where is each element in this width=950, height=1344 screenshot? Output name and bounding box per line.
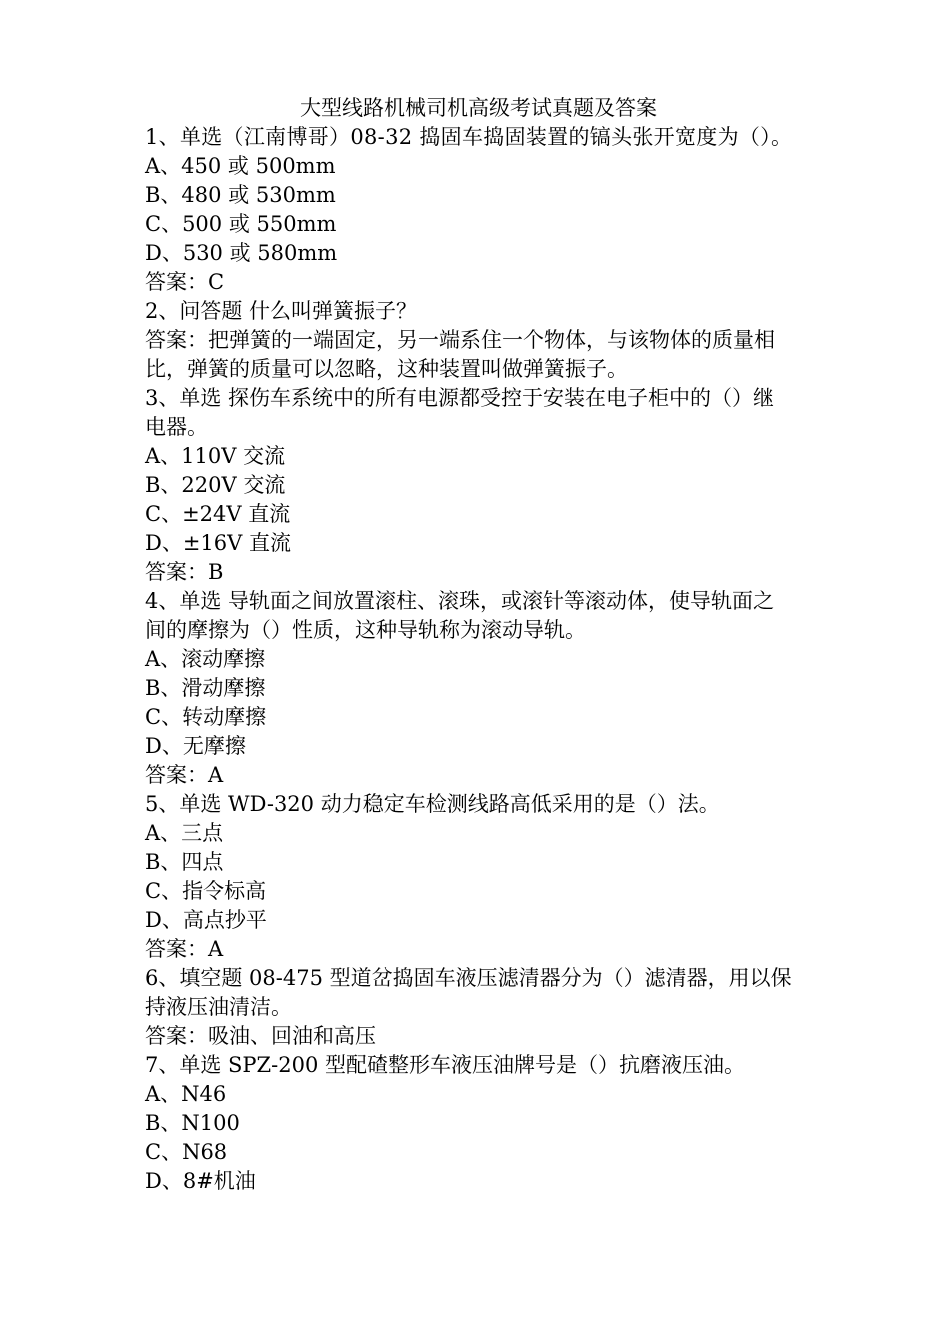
- question-4-stem-line-1: 4、单选 导轨面之间放置滚柱、滚珠，或滚针等滚动体，使导轨面之: [145, 589, 775, 613]
- question-6-stem-line-1: 6、填空题 08-475 型道岔捣固车液压滤清器分为（）滤清器，用以保: [145, 966, 792, 990]
- question-5-answer: 答案：A: [145, 937, 224, 961]
- question-1-answer: 答案：C: [145, 270, 225, 294]
- document-page: [145, 94, 820, 1196]
- question-1-stem: 1、单选（江南博哥）08-32 捣固车捣固装置的镐头张开宽度为（）。: [145, 125, 793, 149]
- question-3-stem-line-2: 电器。: [145, 415, 208, 439]
- question-2-answer-line-2: 比，弹簧的质量可以忽略，这种装置叫做弹簧振子。: [145, 357, 628, 381]
- question-2-answer-line-1: 答案：把弹簧的一端固定，另一端系住一个物体，与该物体的质量相: [145, 328, 775, 352]
- question-5-option-d: D、高点抄平: [145, 908, 267, 932]
- question-4-option-d: D、无摩擦: [145, 734, 246, 758]
- question-3-option-b: B、220V 交流: [145, 473, 286, 497]
- question-6-stem-line-2: 持液压油清洁。: [145, 995, 292, 1019]
- question-5-option-a: A、三点: [145, 821, 224, 845]
- question-1-option-a: A、450 或 500mm: [145, 154, 336, 178]
- question-3-option-a: A、110V 交流: [145, 444, 286, 468]
- question-1-option-d: D、530 或 580mm: [145, 241, 338, 265]
- question-3-answer: 答案：B: [145, 560, 224, 584]
- question-5-stem: 5、单选 WD-320 动力稳定车检测线路高低采用的是（）法。: [145, 792, 720, 816]
- question-7-option-c: C、N68: [145, 1140, 228, 1164]
- question-6-answer: 答案：吸油、回油和高压: [145, 1024, 376, 1048]
- question-7-option-b: B、N100: [145, 1111, 240, 1135]
- question-4-option-b: B、滑动摩擦: [145, 676, 266, 700]
- question-1-option-b: B、480 或 530mm: [145, 183, 336, 207]
- question-4-option-a: A、滚动摩擦: [145, 647, 266, 671]
- question-7-option-a: A、N46: [145, 1082, 227, 1106]
- question-3-option-c: C、±24V 直流: [145, 502, 291, 526]
- question-1-option-c: C、500 或 550mm: [145, 212, 337, 236]
- question-7-stem: 7、单选 SPZ-200 型配碴整形车液压油牌号是（）抗磨液压油。: [145, 1053, 745, 1077]
- question-4-answer: 答案：A: [145, 763, 224, 787]
- question-3-option-d: D、±16V 直流: [145, 531, 291, 555]
- question-4-stem-line-2: 间的摩擦为（）性质，这种导轨称为滚动导轨。: [145, 618, 586, 642]
- question-5-option-c: C、指令标高: [145, 879, 267, 903]
- question-4-option-c: C、转动摩擦: [145, 705, 267, 729]
- question-7-option-d: D、8#机油: [145, 1169, 256, 1193]
- question-3-stem-line-1: 3、单选 探伤车系统中的所有电源都受控于安装在电子柜中的（）继: [145, 386, 775, 410]
- document-title: 大型线路机械司机高级考试真题及答案: [300, 96, 657, 120]
- question-2-stem: 2、问答题 什么叫弹簧振子？: [145, 299, 418, 323]
- question-5-option-b: B、四点: [145, 850, 224, 874]
